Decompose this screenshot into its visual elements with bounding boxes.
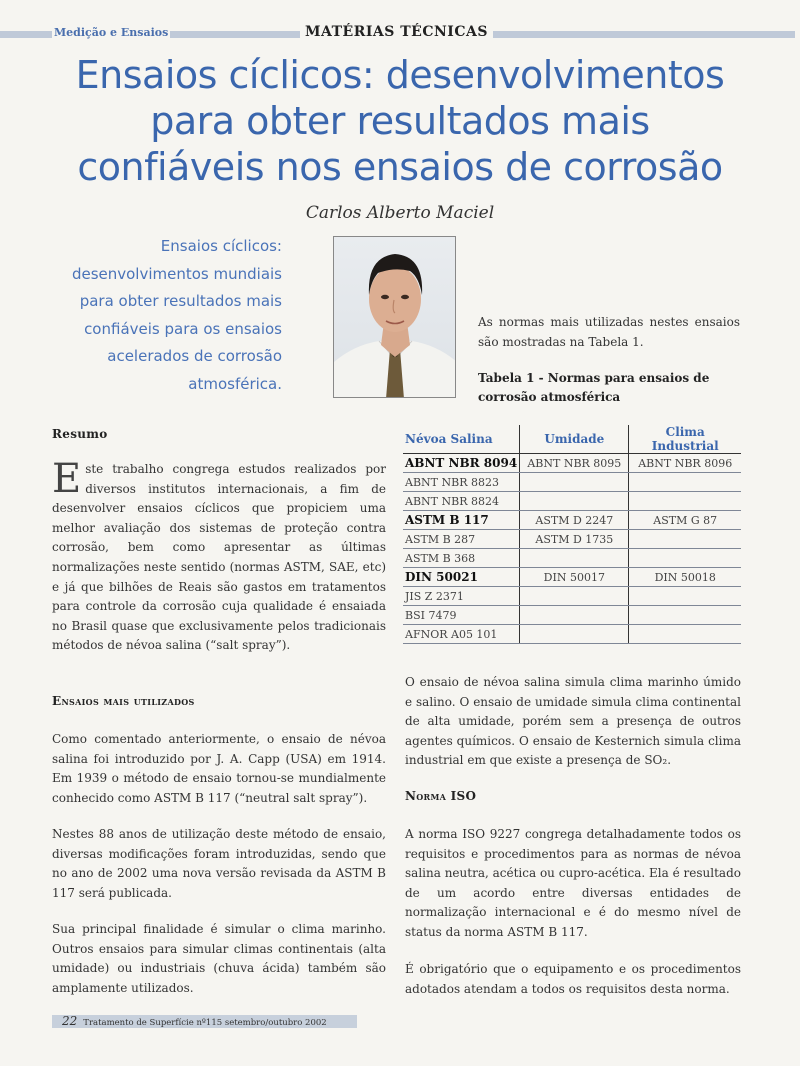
article-title	[40, 52, 760, 190]
norma-iso-paragraph	[405, 960, 741, 999]
author-name: Carlos Alberto Maciel	[305, 203, 495, 223]
table-cell: AFNOR A05 101	[403, 625, 520, 644]
table-cell	[520, 473, 629, 492]
table-cell	[520, 492, 629, 511]
pull-quote-line: confiáveis para os ensaios	[84, 319, 282, 338]
table-cell: BSI 7479	[403, 606, 520, 625]
table-cell: ABNT NBR 8824	[403, 492, 520, 511]
table-cell: ASTM B 287	[403, 530, 520, 549]
footer-text: Tratamento de Superfície nº115 setembro/outubro 2002	[83, 1018, 327, 1028]
title-line: Ensaios cíclicos: desenvolvimentos	[75, 53, 725, 97]
table-cell: DIN 50017	[520, 568, 629, 587]
col-header-clima-industrial: Clima Industrial	[629, 425, 741, 454]
ensaios-paragraph	[52, 730, 386, 808]
section-label: Medição e Ensaios	[54, 26, 169, 39]
table-cell	[629, 625, 741, 644]
table-row	[403, 511, 741, 530]
table-cell: ASTM D 1735	[520, 530, 629, 549]
paragraph: Nestes 88 anos de utilização deste método de ensaio, diversas modificações foram introduzidas, sendo que no ano de 2002 uma nova versão revisada da ASTM B 117 será publicada.	[52, 827, 386, 900]
table-cell	[629, 549, 741, 568]
resumo-text: ste trabalho congrega estudos realizados por diversos institutos internacionais, a fim de desenvolver ensaios cíclicos que propiciem uma melhor avaliação dos sistemas de proteção contra corrosão, bem como apresentar as últimas normalizações neste sentido (normas ASTM, SAE, etc) e já que bilhões de Reais são gastos em tratamentos para controle da corrosão cuja qualidade é ensaiada no Brasil quase que exclusivamente pelos tradicionais métodos de névoa salina (“salt spray”).	[52, 462, 386, 653]
paragraph: O ensaio de névoa salina simula clima marinho úmido e salino. O ensaio de umidade simula clima continental de alta umidade, porém sem a presença de outros agentes químicos. O ensaio de Kesternich simula clima industrial em que existe a presença de SO₂.	[405, 675, 741, 768]
table-cell: JIS Z 2371	[403, 587, 520, 606]
table-cell: ABNT NBR 8096	[629, 454, 741, 473]
pull-quote-line: para obter resultados mais	[79, 292, 282, 310]
table-cell: ASTM B 117	[403, 511, 520, 530]
pull-quote-line: acelerados de corrosão	[107, 347, 282, 365]
table-row	[403, 492, 741, 511]
ensaios-paragraph	[52, 920, 386, 998]
table-row	[403, 587, 741, 606]
climate-simulation-paragraph	[405, 673, 741, 771]
table-cell: ABNT NBR 8094	[403, 454, 520, 473]
table-intro	[478, 313, 740, 352]
col-header-umidade: Umidade	[520, 425, 629, 454]
title-line: para obter resultados mais	[150, 99, 650, 143]
table-cell: ABNT NBR 8095	[520, 454, 629, 473]
table-cell	[629, 473, 741, 492]
table-header-row	[403, 425, 741, 454]
table-caption: Tabela 1 - Normas para ensaios de corrosão atmosférica	[478, 371, 710, 404]
resumo-body	[52, 456, 386, 656]
table-row	[403, 606, 741, 625]
category-title: MATÉRIAS TÉCNICAS	[305, 24, 488, 40]
table-cell: ASTM G 87	[629, 511, 741, 530]
table-cell: ABNT NBR 8823	[403, 473, 520, 492]
table-row	[403, 549, 741, 568]
author-photo	[333, 236, 456, 398]
table-cell	[520, 587, 629, 606]
ensaios-paragraph	[52, 825, 386, 903]
table-row	[403, 568, 741, 587]
paragraph: A norma ISO 9227 congrega detalhadamente todos os requisitos e procedimentos para as normas de névoa salina neutra, acética ou cupro-acética. Ela é resultado de um acordo entre diversas entidades de normalização internacional e é do mesmo nível de status da norma ASTM B 117.	[405, 827, 741, 939]
table-cell: DIN 50021	[403, 568, 520, 587]
title-line: confiáveis nos ensaios de corrosão	[77, 145, 723, 189]
portrait-illustration	[334, 237, 456, 398]
table-cell: ASTM D 2247	[520, 511, 629, 530]
table-row	[403, 454, 741, 473]
page-footer	[52, 1015, 357, 1028]
table-cell	[520, 606, 629, 625]
pull-quote	[40, 233, 282, 398]
pull-quote-line: Ensaios cíclicos:	[160, 237, 282, 255]
table-row	[403, 473, 741, 492]
resumo-heading: Resumo	[52, 427, 108, 441]
ensaios-heading: Ensaios mais utilizados	[52, 694, 195, 708]
table-cell	[520, 625, 629, 644]
standards-table	[403, 425, 741, 644]
paragraph: É obrigatório que o equipamento e os procedimentos adotados atendam a todos os requisitos desta norma.	[405, 962, 741, 996]
drop-cap: E	[52, 456, 82, 502]
table-row	[403, 530, 741, 549]
table-cell: DIN 50018	[629, 568, 741, 587]
table-cell	[629, 587, 741, 606]
table-cell	[629, 530, 741, 549]
paragraph: Sua principal finalidade é simular o clima marinho. Outros ensaios para simular climas continentais (alta umidade) ou industriais (chuva ácida) também são amplamente utilizados.	[52, 922, 386, 995]
norma-iso-paragraph	[405, 825, 741, 943]
table-cell	[629, 492, 741, 511]
pull-quote-line: desenvolvimentos mundiais	[71, 264, 282, 283]
paragraph: Como comentado anteriormente, o ensaio de névoa salina foi introduzido por J. A. Capp (USA) em 1914. Em 1939 o método de ensaio tornou-se mundialmente conhecido como ASTM B 117 (“neutral salt spray”).	[52, 732, 386, 805]
table-cell	[520, 549, 629, 568]
table-cell	[629, 606, 741, 625]
norma-iso-heading: Norma ISO	[405, 789, 477, 803]
intro-paragraph: As normas mais utilizadas nestes ensaios são mostradas na Tabela 1.	[478, 315, 740, 349]
table-cell: ASTM B 368	[403, 549, 520, 568]
table-row	[403, 625, 741, 644]
header-rule-right	[493, 31, 795, 38]
page-number: 22	[62, 1014, 78, 1028]
pull-quote-line: atmosférica.	[188, 374, 282, 393]
col-header-nevoa-salina: Névoa Salina	[403, 425, 520, 454]
